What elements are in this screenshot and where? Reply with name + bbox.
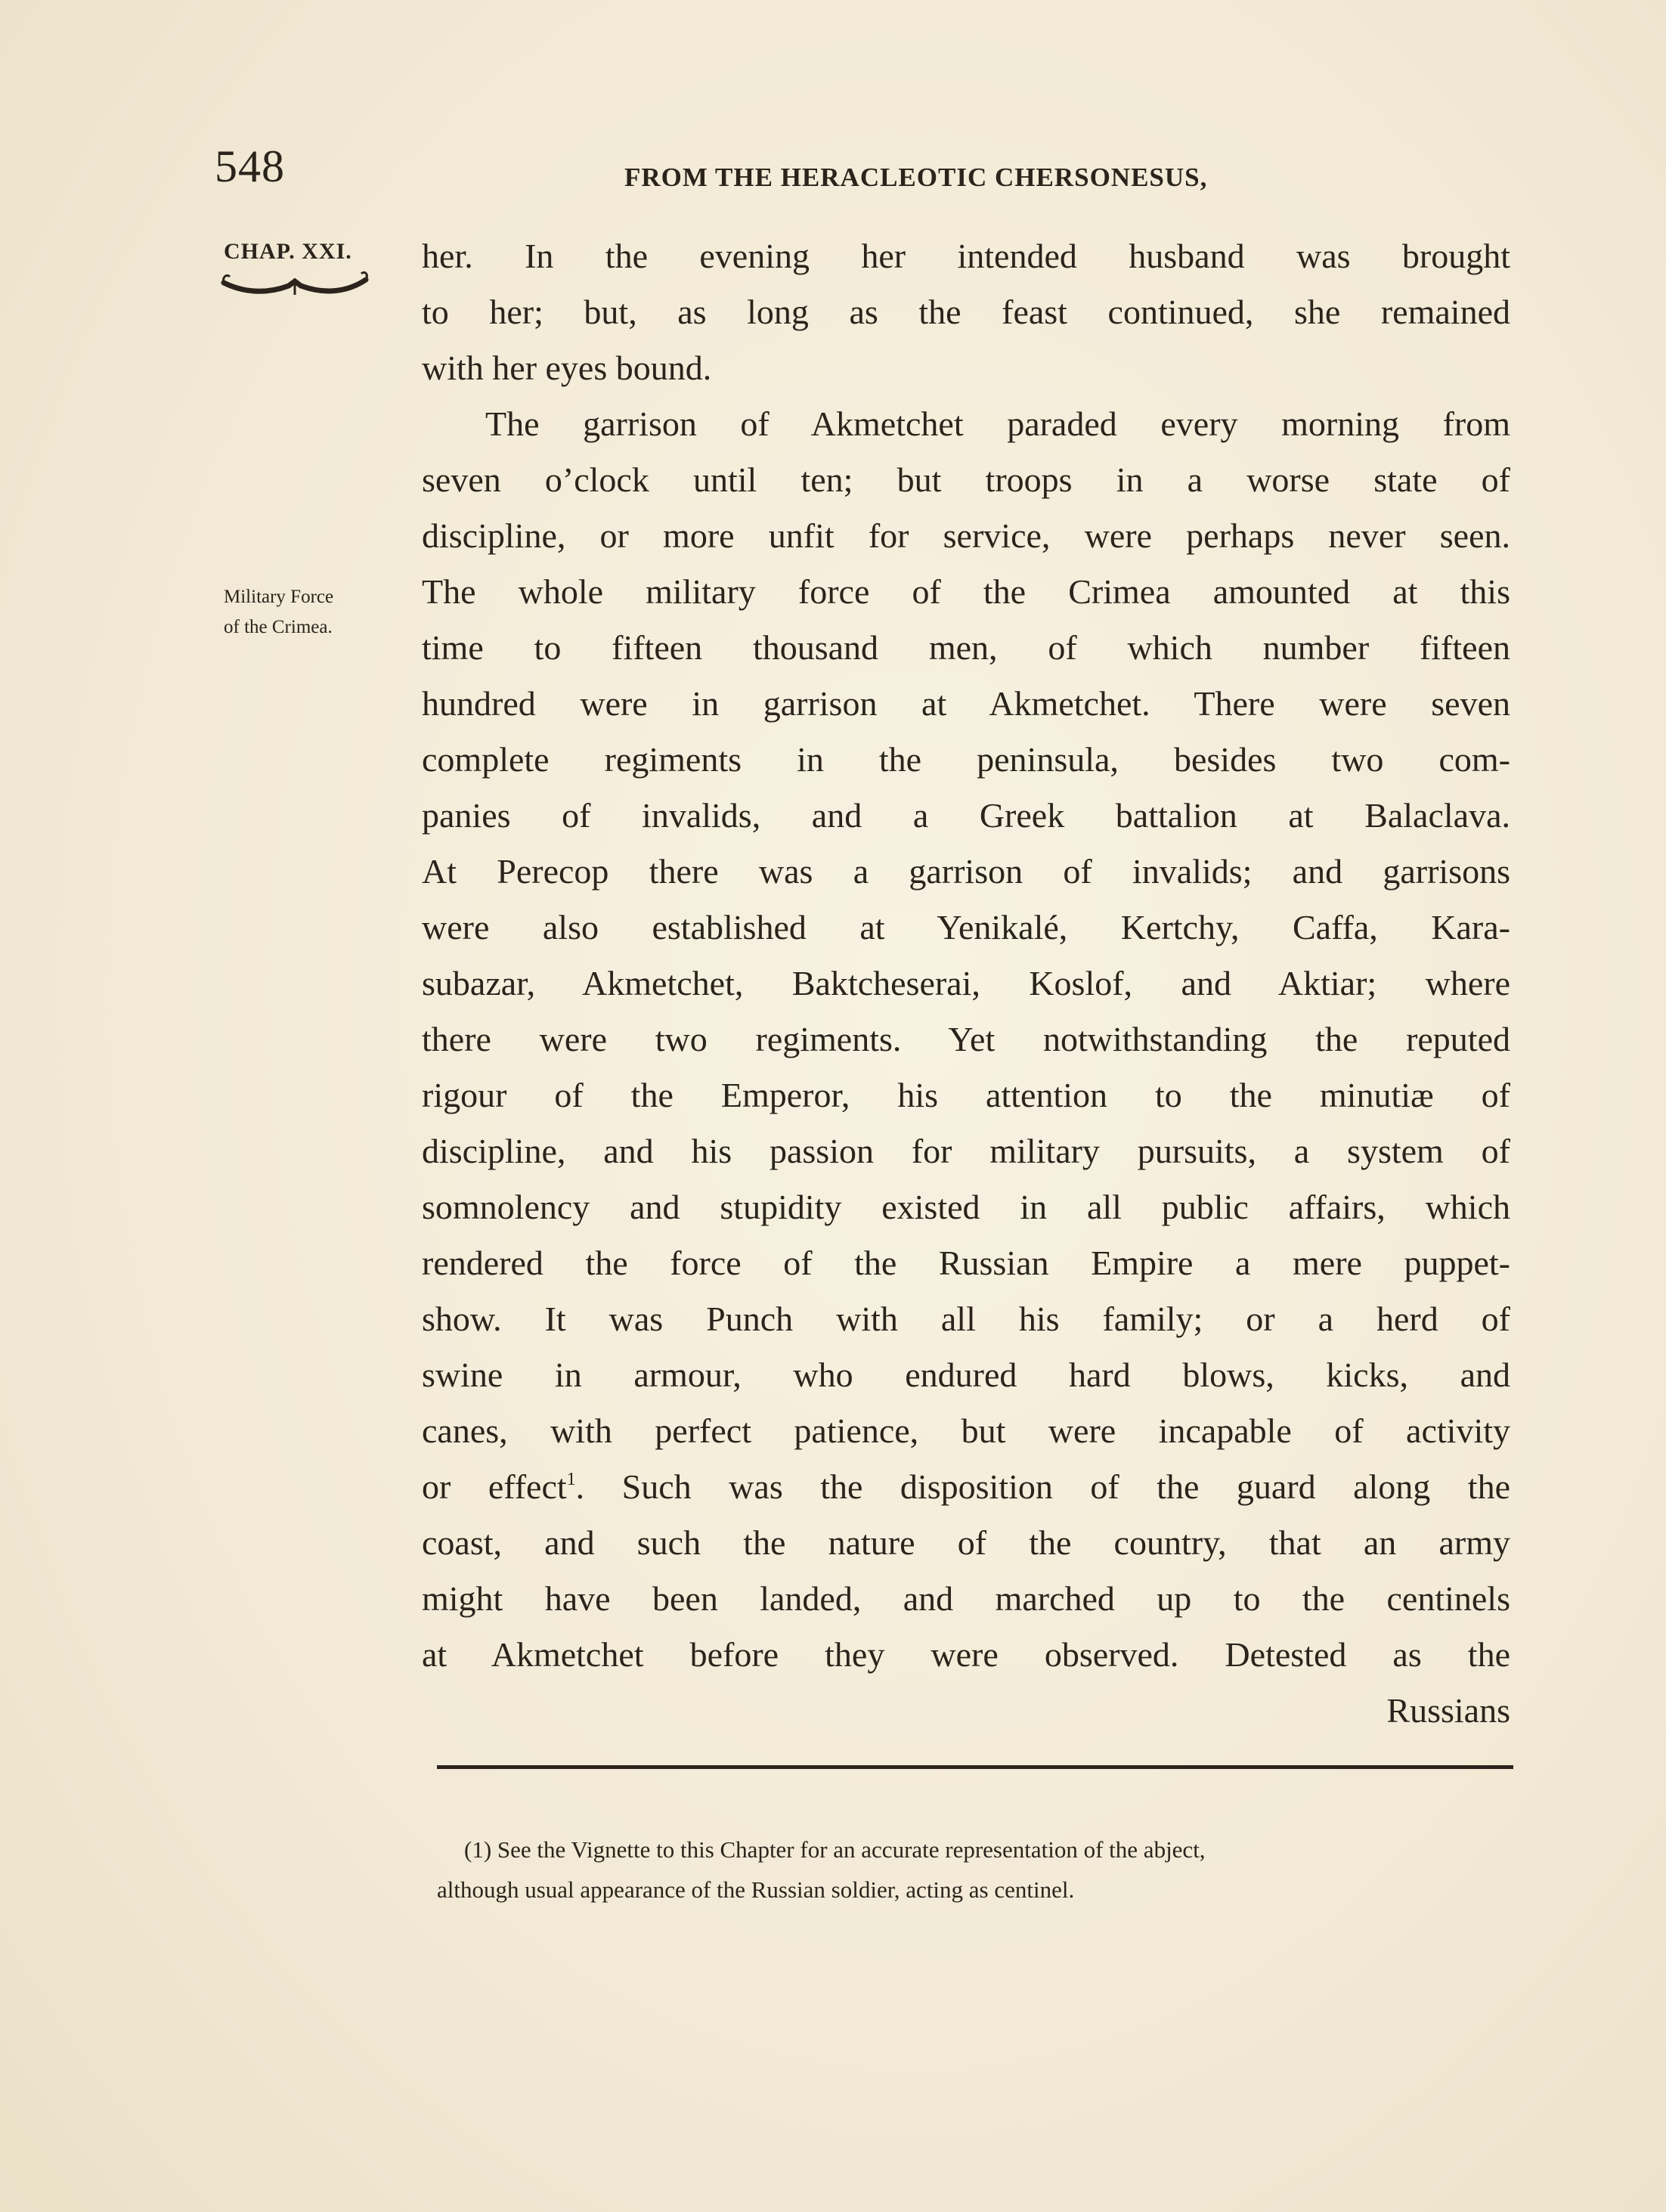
body-text — [422, 228, 1510, 1739]
page-number: 548 — [215, 141, 285, 191]
text-line: with her eyes bound. — [422, 349, 712, 387]
flourish-ornament — [219, 269, 370, 304]
text-line: At Perecop there was a garrison of invalids; and garrisons — [422, 852, 1510, 891]
text-line: to her; but, as long as the feast continued, she remained — [422, 293, 1510, 331]
text-line: rendered the force of the Russian Empire a mere puppet- — [422, 1244, 1510, 1282]
margin-sidenote — [224, 582, 333, 643]
text-fragment: . Such was the disposition of the guard along the — [575, 1467, 1511, 1506]
text-fragment: or effect — [422, 1467, 567, 1506]
text-line: coast, and such the nature of the country, that an army — [422, 1523, 1510, 1562]
text-line: swine in armour, who endured hard blows, kicks, and — [422, 1355, 1510, 1394]
footnote — [437, 1829, 1518, 1910]
text-line: hundred were in garrison at Akmetchet. There were seven — [422, 684, 1510, 723]
sidenote-line: of the Crimea. — [224, 617, 333, 637]
sidenote-line: Military Force — [224, 587, 334, 607]
running-head: FROM THE HERACLEOTIC CHERSONESUS, — [624, 163, 1208, 192]
text-line: discipline, or more unfit for service, were perhaps never seen. — [422, 516, 1510, 555]
text-line: show. It was Punch with all his family; or a herd of — [422, 1300, 1510, 1338]
text-line: time to fifteen thousand men, of which number fifteen — [422, 628, 1510, 667]
chapter-label: CHAP. XXI. — [224, 239, 352, 264]
text-line: complete regiments in the peninsula, besides two com- — [422, 740, 1510, 779]
text-line: subazar, Akmetchet, Baktcheserai, Koslof, and Aktiar; where — [422, 964, 1510, 1002]
text-line: might have been landed, and marched up to the centinels — [422, 1579, 1510, 1618]
footnote-line: (1) See the Vignette to this Chapter for an accurate representation of the abject, — [464, 1836, 1206, 1863]
text-line: there were two regiments. Yet notwithstanding the reputed — [422, 1020, 1510, 1058]
text-line: discipline, and his passion for military pursuits, a system of — [422, 1132, 1510, 1170]
footnote-line: although usual appearance of the Russian soldier, acting as centinel. — [437, 1876, 1075, 1903]
text-line: her. In the evening her intended husband was brought — [422, 237, 1510, 275]
text-line: seven o’clock until ten; but troops in a worse state of — [422, 460, 1510, 499]
footnote-marker: 1 — [566, 1470, 576, 1489]
text-line: The garrison of Akmetchet paraded every morning from — [485, 404, 1510, 443]
text-line: rigour of the Emperor, his attention to the minutiæ of — [422, 1076, 1510, 1114]
text-line: somnolency and stupidity existed in all public affairs, which — [422, 1188, 1510, 1226]
text-line: canes, with perfect patience, but were incapable of activity — [422, 1411, 1510, 1450]
text-line — [422, 1459, 1510, 1515]
text-line: were also established at Yenikalé, Kertchy, Caffa, Kara- — [422, 908, 1510, 946]
text-line: panies of invalids, and a Greek battalion at Balaclava. — [422, 796, 1510, 835]
text-line: The whole military force of the Crimea amounted at this — [422, 572, 1510, 611]
text-line: at Akmetchet before they were observed. Detested as the — [422, 1635, 1510, 1674]
catchword: Russians — [1386, 1691, 1510, 1730]
footnote-rule — [437, 1765, 1513, 1769]
